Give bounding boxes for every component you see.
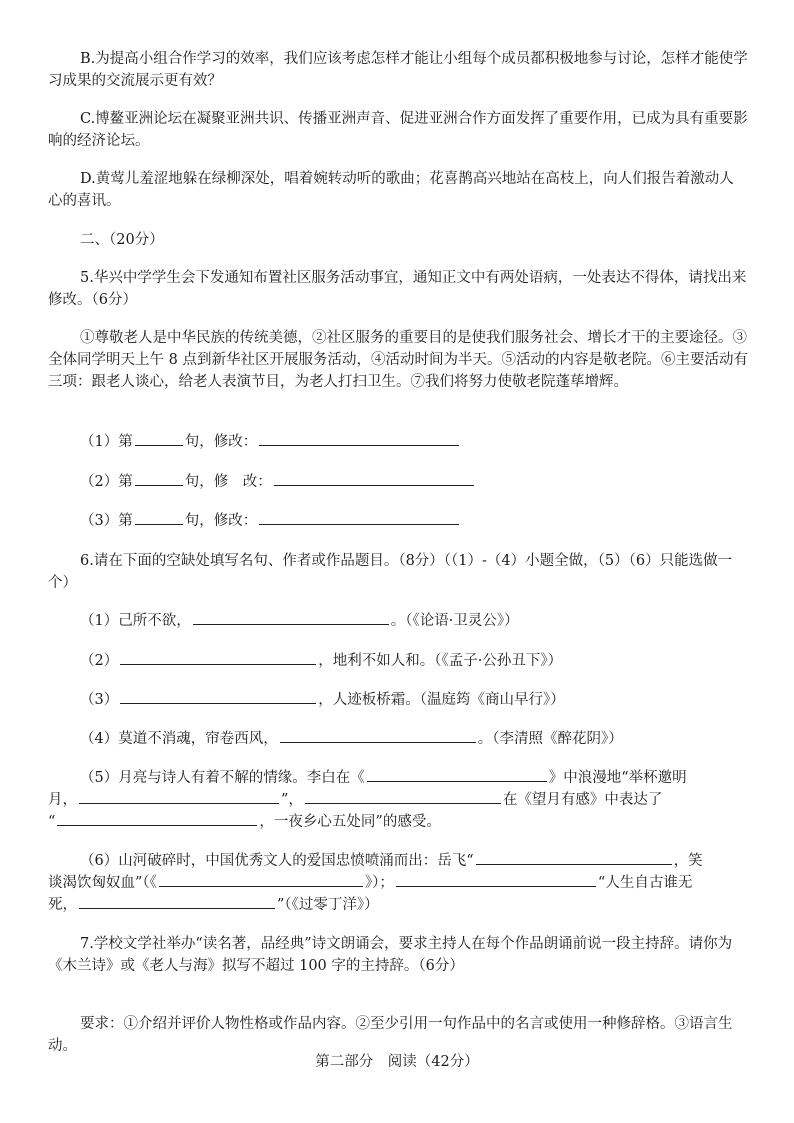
sentence-number-blank-3[interactable] [135, 510, 183, 525]
revision-blank-1[interactable] [259, 431, 459, 446]
q6-blank-6c[interactable] [396, 872, 596, 887]
q4-option-c: C.博鳌亚洲论坛在凝聚亚洲共识、传播亚洲声音、促进亚洲合作方面发挥了重要作用，已成为具有重要影响的经济论坛。 [48, 111, 748, 149]
q6-item-4: （4）莫道不消魂，帘卷西风， 。（李清照《醉花阴》） [48, 728, 780, 750]
q6-blank-4[interactable] [280, 728, 476, 743]
q6-blank-6b[interactable] [159, 872, 363, 887]
q5-prompt: 5.华兴中学学生会下发通知布置社区服务活动事宜，通知正文中有两处语病，一处表达不得体，请找出来修改。（6分） [48, 270, 747, 308]
q6-item-5-line-2: 月， ”， 在《望月有感》中表达了 [48, 789, 748, 811]
q6-blank-5b[interactable] [79, 789, 279, 804]
q6-blank-2[interactable] [120, 650, 316, 665]
q6-blank-5d[interactable] [57, 811, 257, 826]
q6-blank-6d[interactable] [79, 894, 275, 909]
q7-requirement: 要求：①介绍并评价人物性格或作品内容。②至少引用一句作品中的名言或使用一种修辞格。③语言生动。 [48, 1016, 733, 1054]
q5-notice-text: ①尊敬老人是中华民族的传统美德，②社区服务的重要目的是使我们服务社会、增长才干的主要途径。③全体同学明天上午 8 点到新华社区开展服务活动，④活动时间为半天。⑤活动的内容是敬老院。⑥主要活动有三项：跟老人谈心，给老人表演节目，为老人打扫卫生。⑦我们将努力使敬老院蓬荜增辉。 [48, 330, 748, 390]
q6-item-5-line-3: “ ，一夜乡心五处同”的感受。 [48, 811, 748, 833]
q4-option-d: D.黄莺儿羞涩地躲在绿柳深处，唱着婉转动听的歌曲；花喜鹊高兴地站在高枝上，向人们报告着激动人心的喜讯。 [48, 171, 734, 209]
q5-answer-row-3: （3）第 句，修改： [48, 510, 780, 532]
q6-item-2: （2） ，地利不如人和。（《孟子·公孙丑下》） [48, 650, 780, 672]
q6-blank-6a[interactable] [476, 850, 672, 865]
part-two-title: 第二部分 阅读（42分） [315, 1054, 479, 1070]
sentence-number-blank-1[interactable] [135, 431, 183, 446]
revision-blank-2[interactable] [274, 471, 474, 486]
q7-prompt: 7.学校文学社举办“读名著，品经典”诗文朗诵会，要求主持人在每个作品朗诵前说一段主持辞。请你为《木兰诗》或《老人与海》拟写不超过 100 字的主持辞。（6分） [48, 936, 733, 974]
q6-item-1: （1）己所不欲， 。（《论语·卫灵公》） [48, 610, 780, 632]
q6-item-6-line-1: （6）山河破碎时，中国优秀文人的爱国忠愤喷涌而出：岳飞“ ，笑 [48, 850, 780, 872]
q6-prompt: 6.请在下面的空缺处填写名句、作者或作品题目。（8分）（（1）-（4）小题全做，（5）（6）只能选做一个） [48, 553, 733, 591]
q6-blank-3[interactable] [120, 689, 316, 704]
q4-option-b: B.为提高小组合作学习的效率，我们应该考虑怎样才能让小组每个成员都积极地参与讨论，怎样才能使学习成果的交流展示更有效？ [48, 51, 748, 89]
q6-blank-5c[interactable] [305, 789, 501, 804]
sentence-number-blank-2[interactable] [135, 471, 183, 486]
q5-answer-row-1: （1）第 句，修改： [48, 431, 780, 453]
q6-blank-1[interactable] [193, 610, 389, 625]
q6-item-6-line-3: 死， ”（《过零丁洋》） [48, 894, 748, 916]
section-two-title: 二、（20分） [80, 232, 164, 248]
q6-item-5-line-1: （5）月亮与诗人有着不解的情缘。李白在《 》中浪漫地“举杯邀明 [48, 767, 780, 789]
q6-blank-5a[interactable] [367, 767, 547, 782]
q6-item-3: （3） ，人迹板桥霜。（温庭筠《商山早行》） [48, 689, 780, 711]
q6-item-6-line-2: 谈渴饮匈奴血”（《 》）； “人生自古谁无 [48, 872, 748, 894]
q5-answer-row-2: （2）第 句，修 改： [48, 471, 780, 493]
revision-blank-3[interactable] [259, 510, 459, 525]
